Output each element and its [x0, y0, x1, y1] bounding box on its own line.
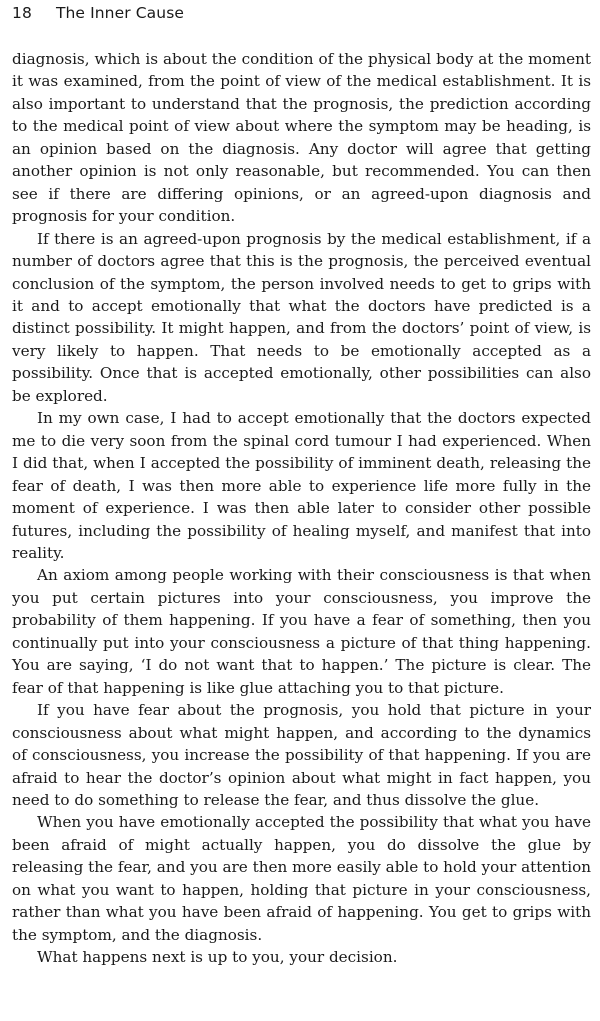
book-title: The Inner Cause: [55, 4, 185, 22]
running-head: [12, 4, 184, 22]
paragraph: If you have fear about the prognosis, you hold that picture in your consciousness about what might happen, and according to the dynamics of consciousness, you increase the possibility of that happening. If you are afraid to hear the doctor’s opinion about what might in fact happen, you need to do something to release the fear, and thus dissolve the glue.: [12, 701, 591, 809]
body-text: [12, 48, 591, 969]
paragraph: When you have emotionally accepted the possibility that what you have been afraid of might actually happen, you do dissolve the glue by releasing the fear, and you are then more easily able to hold your attention on what you want to happen, holding that picture in your consciousness, rather than what you have been afraid of happening. You get to grips with the symptom, and the diagnosis.: [12, 813, 592, 944]
paragraph: In my own case, I had to accept emotionally that the doctors expected me to die very soon from the spinal cord tumour I had experienced. When I did that, when I accepted the possibility of imminent death, releasing the fear of death, I was then more able to experience life more fully in the moment of experience. I was then able later to consider other possible futures, including the possibility of healing myself, and manifest that into reality.: [12, 409, 591, 562]
paragraph-closing: What happens next is up to you, your decision.: [37, 948, 398, 967]
page-number: 18: [12, 4, 32, 22]
paragraph: An axiom among people working with their consciousness is that when you put certain pictures into your consciousness, you improve the probability of them happening. If you have a fear of something, then you continually put into your consciousness a picture of that thing happening. You are saying, ‘I do not want that to happen.’ The picture is clear. The fear of that happening is like glue attaching you to that picture.: [12, 566, 591, 697]
paragraph: If there is an agreed-upon prognosis by the medical establishment, if a number of doctors agree that this is the prognosis, the perceived eventual conclusion of the symptom, the person involved needs to get to grips with it and to accept emotionally that what the doctors have predicted is a distinct possibility. It might happen, and from the doctors’ point of view, is very likely to happen. That needs to be emotionally accepted as a possibility. Once that is accepted emotionally, other possibilities can also be explored.: [12, 229, 591, 405]
paragraph-continued: diagnosis, which is about the condition of the physical body at the moment it was examined, from the point of view of the medical establishment. It is also important to understand that the prognosis, the prediction according to the medical point of view about where the symptom may be heading, is an opinion based on the diagnosis. Any doctor will agree that getting another opinion is not only reasonable, but recommended. You can then see if there are differing opinions, or an agreed-upon diagnosis and prognosis for your condition.: [12, 50, 591, 226]
